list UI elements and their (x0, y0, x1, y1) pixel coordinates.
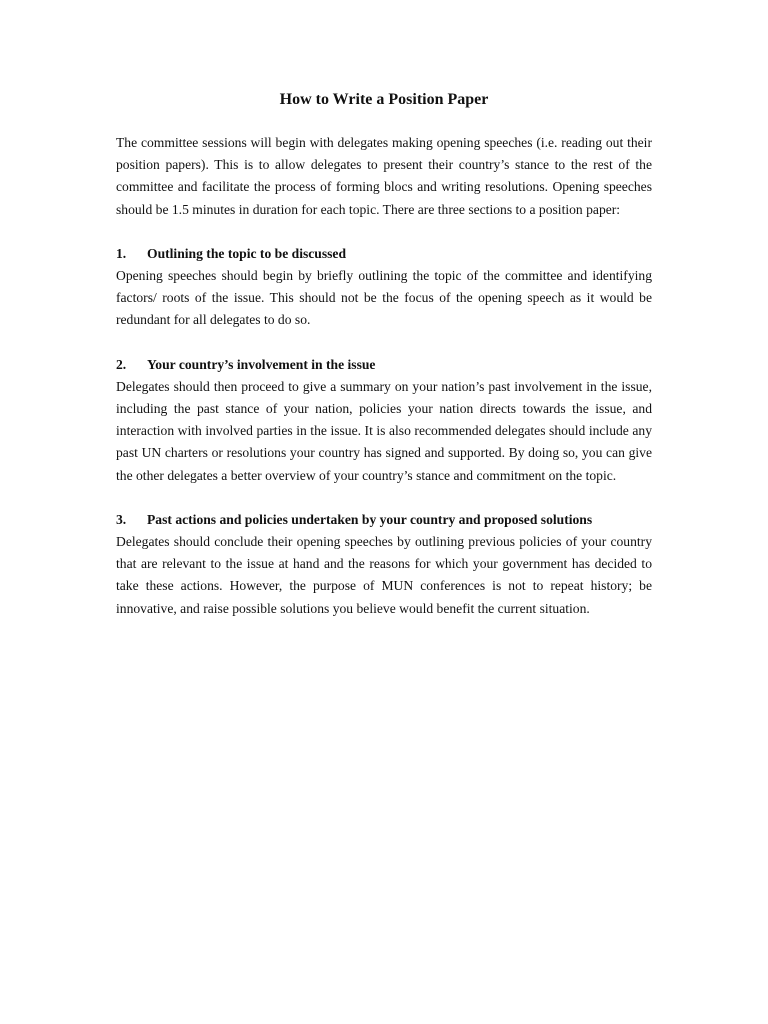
section-body: Opening speeches should begin by briefly outlining the topic of the committee and identifying factors/ roots of the issue. This should not be the focus of the opening speech as it would be redundant for all delegates to do so. (116, 268, 652, 328)
section-heading-text: Past actions and policies undertaken by your country and proposed solutions (147, 511, 593, 527)
section-heading-text: Outlining the topic to be discussed (147, 245, 347, 261)
section-body: Delegates should conclude their opening speeches by outlining previous policies of your country that are relevant to the issue at hand and the reasons for which your government has decided to take these actions. However, the purpose of MUN conferences is not to repeat history; be innovative, and raise possible solutions you believe would benefit the current situation. (116, 534, 652, 616)
section-1 (116, 243, 652, 332)
section-number: 3. (116, 511, 127, 527)
document-content (116, 90, 652, 620)
section-heading (116, 243, 652, 265)
intro-paragraph: The committee sessions will begin with delegates making opening speeches (i.e. reading out their position papers). This is to allow delegates to present their country’s stance to the rest of the committee and facilitate the process of forming blocs and writing resolutions. Opening speeches should be 1.5 minutes in duration for each topic. There are three sections to a position paper: (116, 135, 652, 217)
section-heading (116, 509, 652, 531)
section-number: 1. (116, 245, 127, 261)
section-number: 2. (116, 356, 127, 372)
section-2 (116, 354, 652, 487)
section-heading (116, 354, 652, 376)
section-heading-text: Your country’s involvement in the issue (147, 356, 376, 372)
section-body: Delegates should then proceed to give a summary on your nation’s past involvement in the issue, including the past stance of your nation, policies your nation directs towards the issue, and interaction with involved parties in the issue. It is also recommended delegates should include any past UN charters or resolutions your country has signed and supported. By doing so, you can give the other delegates a better overview of your country’s stance and commitment on the topic. (116, 378, 652, 483)
document-title: How to Write a Position Paper (279, 91, 489, 108)
section-3 (116, 509, 652, 620)
